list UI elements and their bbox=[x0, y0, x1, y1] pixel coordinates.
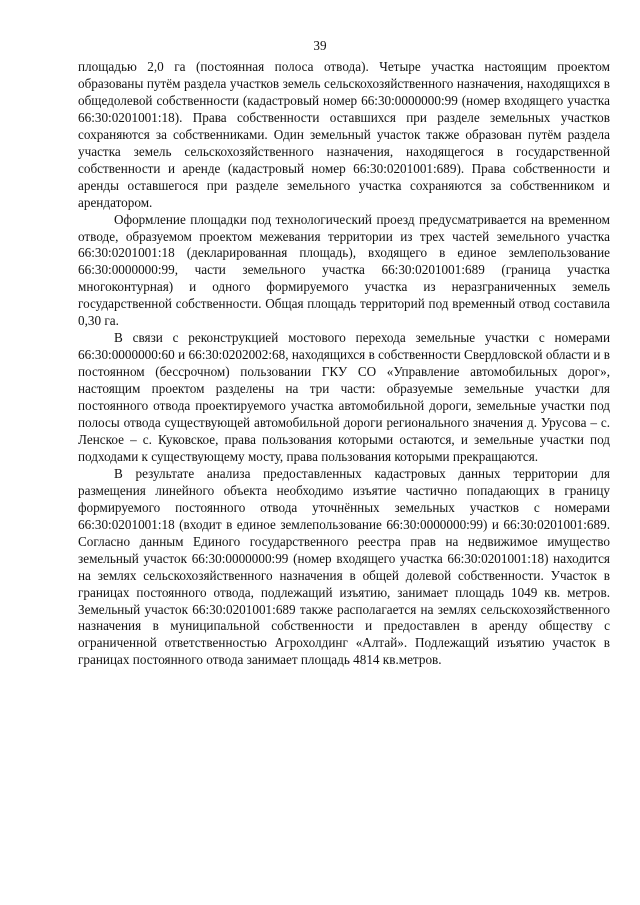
page-number: 39 bbox=[313, 38, 327, 53]
paragraph-continuation: площадью 2,0 га (постоянная полоса отвода). Четыре участка настоящим проектом образованы путём раздела участков земель сельскохозяйственного назначения, находящихся в общедолевой собственности (кадастровый номер 66:30:0000000:99 (номер входящего участка 66:30:0201001:18). Права собственности оставшихся при разделе земельных участков сохраняются за собственниками. Один земельный участок также образован путём раздела участка земель сельскохозяйственного назначения, находящегося в государственной собственности и аренде (кадастровый номер 66:30:0201001:689). Права собственности и аренды оставшегося при разделе земельного участка сохраняются за собственником и арендатором. bbox=[78, 59, 610, 210]
paragraph-land-withdrawal: В результате анализа предоставленных кадастровых данных территории для размещения линейного объекта необходимо изъятие частично попадающих в границу формируемого постоянного отвода уточнённых земельных участков с номерами 66:30:0201001:18 (входит в единое землепользование 66:30:0000000:99) и 66:30:0201001:689. Согласно данным Единого государственного реестра прав на недвижимое имущество земельный участок 66:30:0000000:99 (номер входящего участка 66:30:0201001:18) находится на землях сельскохозяйственного назначения в общей долевой собственности. Участок в границах постоянного отвода, подлежащий изъятию, занимает площадь 1049 кв. метров. Земельный участок 66:30:0201001:689 также располагается на землях сельскохозяйственного назначения в муниципальной собственности и предоставлен в аренду обществу с ограниченной ответственностью Агрохолдинг «Алтай». Подлежащий изъятию участок в границах постоянного отвода занимает площадь 4814 кв.метров. bbox=[78, 465, 610, 668]
document-body bbox=[78, 59, 610, 669]
paragraph-bridge-reconstruction: В связи с реконструкцией мостового перехода земельные участки с номерами 66:30:0000000:60 и 66:30:0202002:68, находящихся в собственности Свердловской области и в постоянном (бессрочном) пользовании ГКУ СО «Управление автомобильных дорог», настоящим проектом разделены на три части: образуемые земельные участки для постоянного отвода проектируемого участка автомобильной дороги, земельные участки под полосы отвода существующей автомобильной дороги регионального значения д. Урусова – с. Ленское – с. Куковское, права пользования которыми остаются, и земельные участки под подходами к существующему мосту, права пользования которыми прекращаются. bbox=[78, 330, 610, 464]
paragraph-temporary-allotment: Оформление площадки под технологический проезд предусматривается на временном отводе, образуемом проектом межевания территории из трех частей земельного участка 66:30:0201001:18 (декларированная площадь), входящего в единое землепользование 66:30:0000000:99, части земельного участка 66:30:0201001:689 (граница участка многоконтурная) и одного формируемого участка из неразграниченных земель государственной собственности. Общая площадь территорий под временный отвод составила 0,30 га. bbox=[78, 211, 610, 329]
